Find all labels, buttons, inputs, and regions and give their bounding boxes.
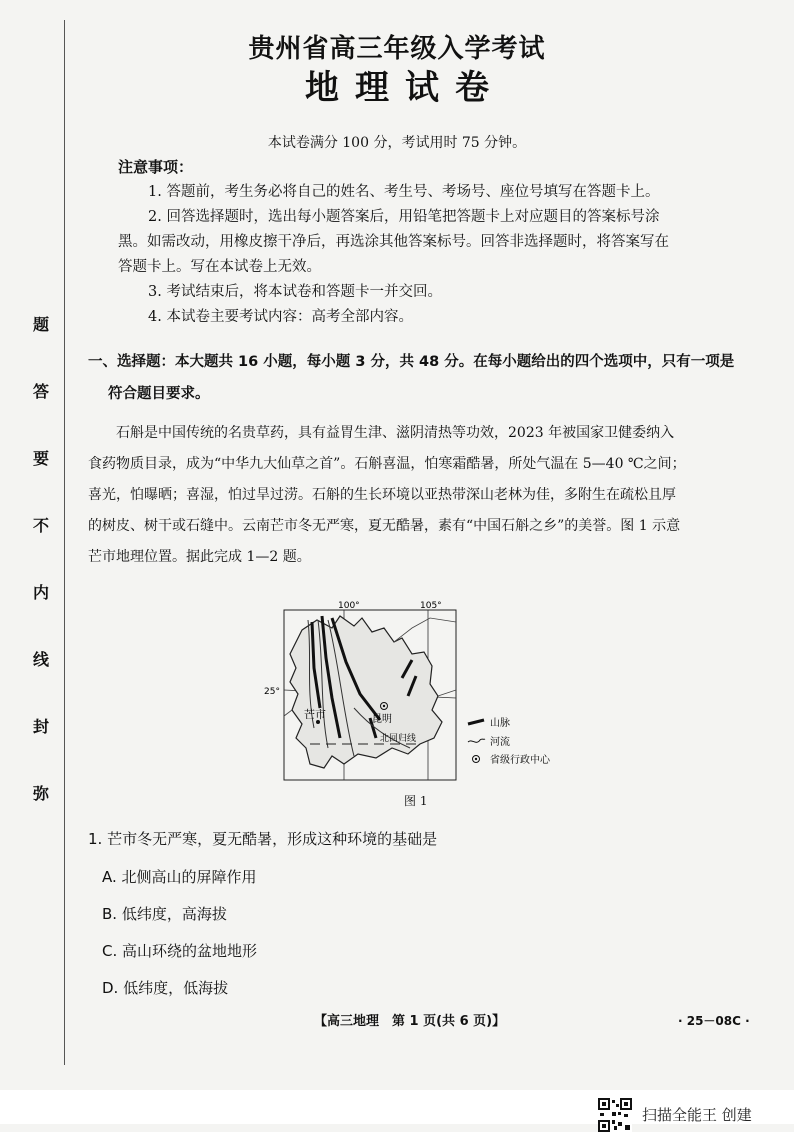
scanner-watermark: 扫描全能王 创建 xyxy=(642,1106,752,1124)
notice-item: 黑。如需改动，用橡皮擦干净后，再选涂其他答案标号。回答非选择题时，将答案写在 xyxy=(118,234,669,250)
mangshi-label: 芒市 xyxy=(304,708,326,721)
passage-line: 喜光，怕曝晒；喜湿，怕过旱过涝。石斛的生长环境以亚热带深山老林为佳，多附生在疏松且厚 xyxy=(88,487,676,503)
passage-line: 食药物质目录，成为“中华九大仙草之首”。石斛喜温，怕寒霜酷暑，所处气温在 5—40 ℃之间； xyxy=(88,456,686,472)
legend-capital-label: 省级行政中心 xyxy=(490,755,550,766)
margin-char: 内 xyxy=(32,583,49,602)
margin-char: 题 xyxy=(32,315,49,334)
legend-river-symbol xyxy=(468,739,485,742)
tropic-label: 北回归线 xyxy=(380,734,417,744)
margin-char: 封 xyxy=(32,717,49,736)
border-line xyxy=(438,690,456,696)
notice-item: 答题卡上。写在本试卷上无效。 xyxy=(118,259,321,275)
option-d: D. 低纬度，低海拔 xyxy=(102,979,229,997)
option-c: C. 高山环绕的盆地地形 xyxy=(102,942,258,960)
figure-caption: 图 1 xyxy=(404,794,428,808)
lon-label-100: 100° xyxy=(338,601,360,611)
border-line xyxy=(394,618,456,642)
notice-item: 1. 答题前，考生务必将自己的姓名、考生号、考场号、座位号填写在答题卡上。 xyxy=(148,184,660,200)
margin-char: 线 xyxy=(32,650,49,669)
map-figure xyxy=(262,598,582,808)
section-line: 一、选择题：本大题共 16 小题，每小题 3 分，共 48 分。在每小题给出的四个选项中，只有一项是 xyxy=(88,354,735,370)
section-line: 符合题目要求。 xyxy=(108,386,210,402)
notice-item: 3. 考试结束后，将本试卷和答题卡一并交回。 xyxy=(148,284,442,300)
lat-label-25: 25° xyxy=(264,687,280,697)
notice-item: 4. 本试卷主要考试内容：高考全部内容。 xyxy=(148,309,413,325)
kunming-label: 昆明 xyxy=(372,714,392,725)
option-a: A. 北侧高山的屏障作用 xyxy=(102,868,257,886)
margin-char: 要 xyxy=(32,449,49,468)
exam-code: · 25－08C · xyxy=(678,1014,750,1028)
section-heading xyxy=(88,346,748,410)
legend-capital-dot xyxy=(475,758,477,760)
margin-char: 答 xyxy=(32,382,49,401)
margin-char: 弥 xyxy=(32,784,49,803)
binding-line xyxy=(64,20,65,1065)
border-line xyxy=(284,710,292,716)
legend-mountain-symbol xyxy=(468,720,484,724)
binding-margin-text xyxy=(30,312,52,804)
yunnan-map xyxy=(262,598,582,788)
exam-info: 本试卷满分 100 分，考试用时 75 分钟。 xyxy=(267,135,527,151)
legend-river-label: 河流 xyxy=(490,737,510,748)
legend-mountain-label: 山脉 xyxy=(490,718,510,729)
subject-title: 地理试卷 xyxy=(305,68,505,108)
exam-title: 贵州省高三年级入学考试 xyxy=(248,34,546,64)
question-stem: 1. 芒市冬无严寒，夏无酷暑，形成这种环境的基础是 xyxy=(88,830,438,848)
option-b: B. 低纬度，高海拔 xyxy=(102,905,227,923)
notice-block xyxy=(118,155,718,330)
passage-line: 石斛是中国传统的名贵草药，具有益胃生津、滋阴清热等功效，2023 年被国家卫健委纳入 xyxy=(116,425,675,441)
margin-char: 不 xyxy=(32,516,49,535)
qr-code-icon xyxy=(598,1098,632,1132)
reading-passage xyxy=(88,418,750,573)
passage-line: 的树皮、树干或石缝中。云南芒市冬无严寒，夏无酷暑，素有“中国石斛之乡”的美誉。图 1 示意 xyxy=(88,518,681,534)
notice-heading: 注意事项： xyxy=(118,158,194,176)
lon-label-105: 105° xyxy=(420,601,442,611)
passage-line: 芒市地理位置。据此完成 1—2 题。 xyxy=(88,549,311,565)
page-footer: 【高三地理 第 1 页(共 6 页)】 xyxy=(314,1014,506,1029)
notice-item: 2. 回答选择题时，选出每小题答案后，用铅笔把答题卡上对应题目的答案标号涂 xyxy=(148,209,660,225)
kunming-marker-dot xyxy=(383,705,385,707)
